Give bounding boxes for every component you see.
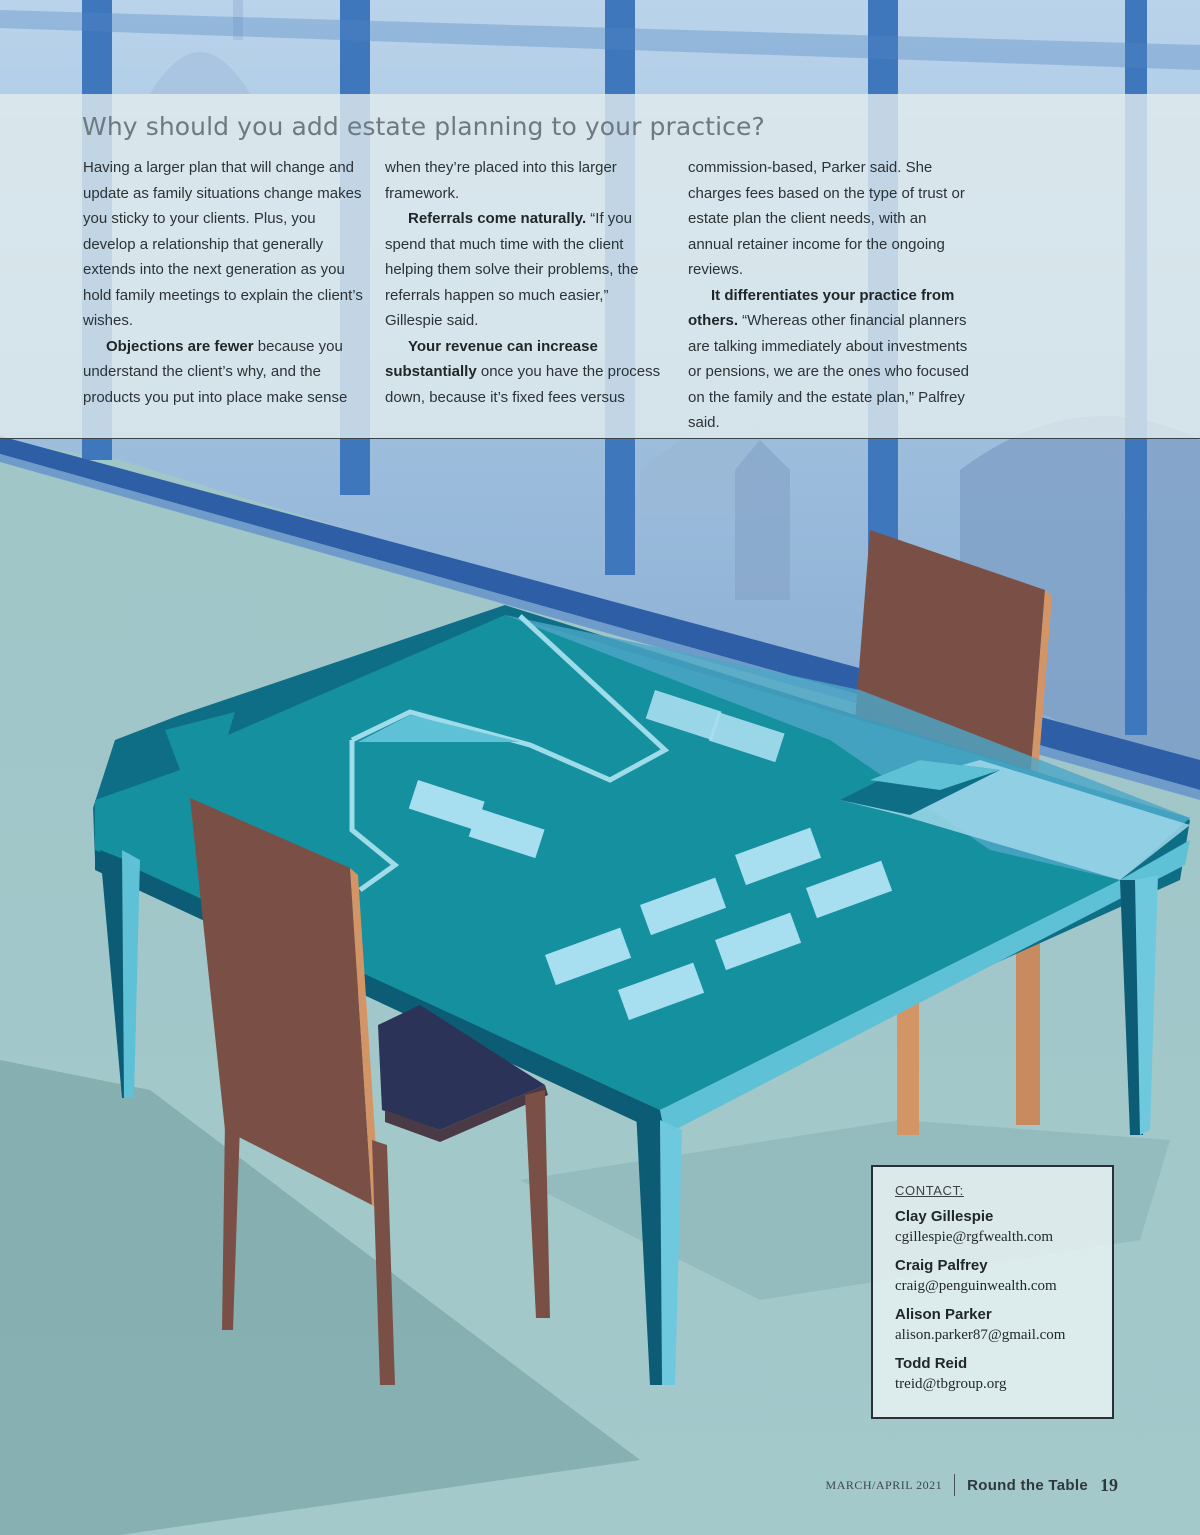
lead-in: Your revenue can increase substantially [385,337,598,380]
article-headline: Why should you add estate planning to your practice? [82,112,765,141]
contact-email[interactable]: craig@penguinwealth.com [895,1278,1057,1294]
article-column-2 [385,155,670,410]
paragraph: when they’re placed into this larger framework. [385,159,617,202]
magazine-title: Round the Table [967,1476,1088,1494]
contact-email[interactable]: cgillespie@rgfwealth.com [895,1229,1054,1245]
article-column-3 [688,155,973,436]
body-text: “If you spend that much time with the client helping them solve their problems, the referrals happen so much easier,” Gillespie said. [385,210,639,329]
contact-name: Craig Palfrey [895,1257,988,1274]
paragraph [385,206,670,334]
contact-email[interactable]: treid@tbgroup.org [895,1376,1007,1392]
paragraph [385,334,670,411]
contact-name: Todd Reid [895,1355,968,1372]
contact-heading: CONTACT: [895,1183,964,1198]
footer-divider [954,1474,955,1496]
page-footer [826,1474,1118,1496]
paragraph: commission-based, Parker said. She charges fees based on the type of trust or estate plan the client needs, with an annual retainer income for the ongoing reviews. [688,159,965,278]
body-text: once you have the process down, because it’s fixed fees versus [385,363,661,406]
issue-date: MARCH/APRIL 2021 [825,1477,943,1492]
page-number: 19 [1100,1474,1118,1495]
contact-name: Alison Parker [895,1306,992,1323]
contact-box [871,1165,1114,1419]
contact-entry [895,1353,1112,1395]
paragraph: Having a larger plan that will change and update as family situations change makes you sticky to your clients. Plus, you develop a relationship that generally extends into the next generation as you hold family meetings to explain the client’s wishes. [83,159,363,329]
contact-entry [895,1304,1112,1346]
article-column-1 [83,155,368,410]
lead-in: It differentiates your practice from others. [688,286,955,329]
contact-email[interactable]: alison.parker87@gmail.com [895,1327,1066,1343]
lead-in: Referrals come naturally. [408,210,587,227]
paragraph [83,334,368,411]
body-text: because you understand the client’s why, and the products you put into place make sense [83,337,348,406]
paragraph [688,283,973,436]
contact-name: Clay Gillespie [895,1208,994,1225]
body-text: “Whereas other financial planners are talking immediately about investments or pensions, we are the ones who focused on the family and the estate plan,” Palfrey said. [688,312,970,431]
lead-in: Objections are fewer [106,337,254,355]
contact-entry [895,1206,1112,1248]
contact-entry [895,1255,1112,1297]
